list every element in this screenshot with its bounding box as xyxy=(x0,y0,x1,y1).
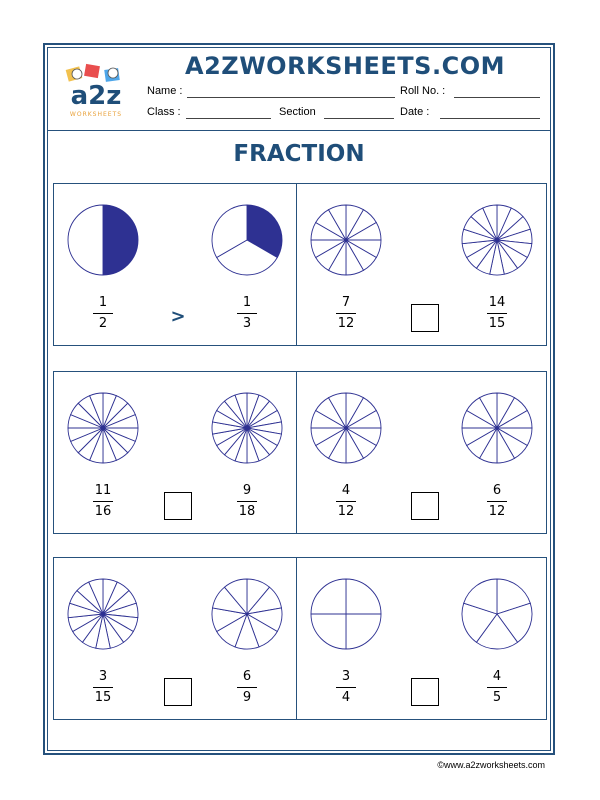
fraction-right xyxy=(232,295,262,332)
fraction-right xyxy=(482,483,512,520)
fraction-bar xyxy=(237,687,257,688)
fraction-left xyxy=(88,483,118,520)
fraction-left xyxy=(88,295,118,332)
comparison-answer-box[interactable] xyxy=(411,678,439,706)
worksheet-title: FRACTION xyxy=(233,141,365,167)
problem-panel-5 xyxy=(53,557,297,720)
fraction-circle-right xyxy=(210,577,284,651)
fraction-circle-left xyxy=(309,391,383,465)
denominator: 12 xyxy=(488,504,506,519)
comparison-answer-box[interactable] xyxy=(164,678,192,706)
comparison-answer-box[interactable] xyxy=(164,492,192,520)
numerator: 1 xyxy=(98,295,108,310)
denominator: 12 xyxy=(337,316,355,331)
fraction-circle-right xyxy=(210,203,284,277)
shaded-sector xyxy=(103,205,138,275)
comparison-answer-box[interactable] xyxy=(411,492,439,520)
fraction-bar xyxy=(487,687,507,688)
section-label: Section xyxy=(279,106,316,118)
name-field[interactable] xyxy=(187,97,395,98)
numerator: 6 xyxy=(492,483,502,498)
fraction-right xyxy=(482,295,512,332)
denominator: 15 xyxy=(94,690,112,705)
denominator: 4 xyxy=(341,690,351,705)
sector xyxy=(311,614,346,649)
fraction-right xyxy=(232,483,262,520)
fraction-right xyxy=(232,669,262,706)
numerator: 6 xyxy=(242,669,252,684)
roll-field[interactable] xyxy=(454,97,540,98)
fraction-bar xyxy=(93,313,113,314)
svg-text:WORKSHEETS: WORKSHEETS xyxy=(69,111,123,118)
fraction-left xyxy=(331,669,361,706)
fraction-circle-left xyxy=(66,391,140,465)
numerator: 1 xyxy=(242,295,252,310)
fraction-bar xyxy=(336,501,356,502)
fraction-bar xyxy=(336,313,356,314)
problem-panel-3 xyxy=(53,371,297,534)
numerator: 7 xyxy=(341,295,351,310)
sector xyxy=(346,579,381,614)
fraction-circle-right xyxy=(460,577,534,651)
fraction-bar xyxy=(237,501,257,502)
fraction-bar xyxy=(93,501,113,502)
fraction-bar xyxy=(487,313,507,314)
class-field[interactable] xyxy=(186,118,271,119)
problem-panel-1 xyxy=(53,183,297,346)
sector xyxy=(346,614,381,649)
problem-panel-4 xyxy=(296,371,547,534)
denominator: 15 xyxy=(488,316,506,331)
numerator: 4 xyxy=(492,669,502,684)
numerator: 14 xyxy=(488,295,506,310)
fraction-bar xyxy=(487,501,507,502)
denominator: 12 xyxy=(337,504,355,519)
numerator: 3 xyxy=(98,669,108,684)
denominator: 2 xyxy=(98,316,108,331)
comparison-answer-box[interactable]: > xyxy=(164,304,192,332)
sector xyxy=(68,205,103,275)
problem-panel-2 xyxy=(296,183,547,346)
fraction-circle-left xyxy=(66,203,140,277)
site-title: A2ZWORKSHEETS.COM xyxy=(185,52,505,80)
name-label: Name : xyxy=(147,85,183,97)
denominator: 16 xyxy=(94,504,112,519)
fraction-left xyxy=(88,669,118,706)
svg-text:a2z: a2z xyxy=(70,81,122,111)
date-field[interactable] xyxy=(440,118,540,119)
fraction-circle-left xyxy=(309,577,383,651)
numerator: 11 xyxy=(94,483,112,498)
fraction-right xyxy=(482,669,512,706)
comparison-answer-box[interactable] xyxy=(411,304,439,332)
class-label: Class : xyxy=(147,106,181,118)
denominator: 3 xyxy=(242,316,252,331)
fraction-bar xyxy=(336,687,356,688)
section-field[interactable] xyxy=(324,118,394,119)
fraction-left xyxy=(331,295,361,332)
sector xyxy=(311,579,346,614)
fraction-bar xyxy=(93,687,113,688)
denominator: 18 xyxy=(238,504,256,519)
numerator: 9 xyxy=(242,483,252,498)
roll-label: Roll No. : xyxy=(400,85,446,97)
fraction-circle-right xyxy=(210,391,284,465)
numerator: 4 xyxy=(341,483,351,498)
fraction-bar xyxy=(237,313,257,314)
date-label: Date : xyxy=(400,106,430,118)
fraction-circle-left xyxy=(309,203,383,277)
fraction-left xyxy=(331,483,361,520)
denominator: 9 xyxy=(242,690,252,705)
a2z-logo xyxy=(55,62,137,122)
fraction-circle-right xyxy=(460,391,534,465)
numerator: 3 xyxy=(341,669,351,684)
denominator: 5 xyxy=(492,690,502,705)
header-divider xyxy=(47,130,551,131)
problem-panel-6 xyxy=(296,557,547,720)
fraction-circle-left xyxy=(66,577,140,651)
footer-copyright: ©www.a2zworksheets.com xyxy=(437,760,545,770)
fraction-circle-right xyxy=(460,203,534,277)
